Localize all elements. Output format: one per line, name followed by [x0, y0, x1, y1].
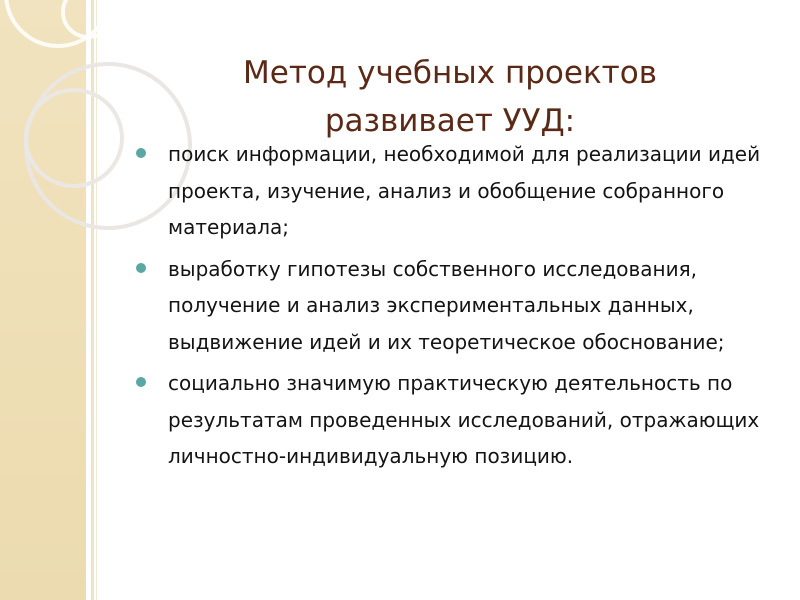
bullet-item-hypothesis: [134, 251, 774, 361]
bullet-list: [134, 136, 774, 480]
round-bullet-icon: [136, 263, 146, 273]
panel-divider-thin: [96, 0, 97, 600]
title-line-2: развивает УУД:: [324, 102, 576, 139]
slide-title: [190, 49, 710, 145]
round-bullet-icon: [136, 148, 146, 158]
bullet-item-social-activity: [134, 365, 774, 475]
bullet-text: социально значимую практическую деятельность по результатам проведенных исследований, отражающих личностно-индивидуальную позицию.: [168, 371, 760, 468]
panel-divider: [91, 0, 94, 600]
title-line-1: Метод учебных проектов: [243, 54, 657, 91]
bullet-text: поиск информации, необходимой для реализации идей проекта, изучение, анализ и обобщение собранного материала;: [168, 142, 761, 239]
bullet-item-information-search: [134, 136, 774, 246]
bullet-text: выработку гипотезы собственного исследования, получение и анализ экспериментальных данных, выдвижение идей и их теоретическое обоснование;: [168, 256, 725, 354]
round-bullet-icon: [136, 377, 146, 387]
side-panel: [0, 0, 86, 600]
